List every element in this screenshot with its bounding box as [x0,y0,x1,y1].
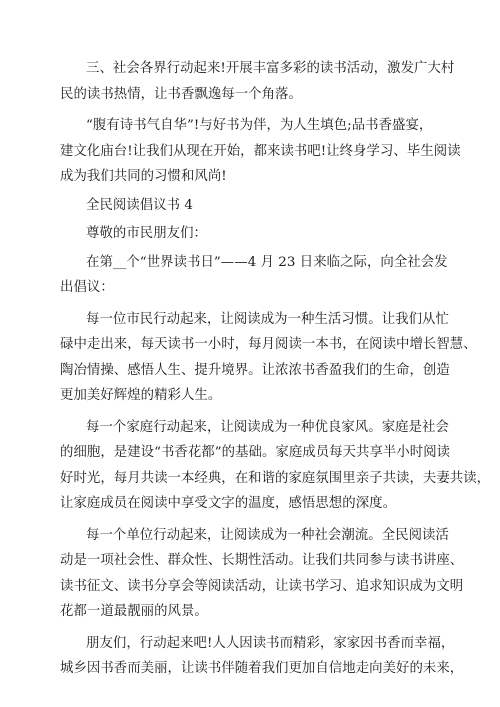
text-line: 朋友们，行动起来吧!人人因读书而精彩，家家因书香而幸福， [86,635,455,651]
text-line: 每一个单位行动起来，让阅读成为一种社会潮流。全民阅读活 [86,527,449,543]
text-line: 花都一道最靓丽的风景。 [60,604,208,619]
text-line: 建文化庙台!让我们从现在开始，都来读书吧!让终身学习、毕生阅读 [60,143,461,159]
text-line: 更加美好辉煌的精彩人生。 [60,388,222,403]
text-line: 在第__个“世界读书日”——4 月 23 日来临之际，向全社会发 [86,254,448,270]
text-line: 碌中走出来，每天读书一小时，每月阅读一本书，在阅读中增长智慧、 [60,337,477,352]
paragraph-6 [60,523,464,625]
paragraph-7 [60,631,464,682]
text-line: 成为我们共同的习惯和风尚! [60,169,227,184]
text-line: 让家庭成员在阅读中享受文字的温度，感悟思想的深度。 [60,496,397,511]
text-line: “腹有诗书气自华”!与好书为伴，为人生填色;品书香盛宴， [86,118,433,133]
text-line: 动是一项社会性、群众性、长期性活动。让我们共同参与读书讲座、 [60,553,464,568]
text-line: 民的读书热情，让书香飘逸每一个角落。 [60,86,302,102]
paragraph-2 [60,113,461,190]
document-page [60,56,491,682]
text-line: 读书征文、读书分享会等阅读活动，让读书学习、追求知识成为文明 [60,578,464,594]
text-line: 陶冶情操、感悟人生、提升境界。让浓浓书香盈我们的生命，创造 [60,362,450,378]
salutation: 尊敬的市民朋友们： [86,226,207,241]
section-heading: 全民阅读倡议书 4 [86,197,193,213]
text-line: 出倡议： [60,280,114,295]
paragraph-5 [60,415,491,517]
paragraph-4 [60,307,477,409]
text-line: 三、社会各界行动起来!开展丰富多彩的读书活动，激发广大村 [86,61,455,76]
paragraph-1 [60,56,455,107]
text-line: 每一个家庭行动起来，让阅读成为一种优良家风。家庭是社会 [86,419,449,435]
text-line: 每一位市民行动起来，让阅读成为一种生活习惯。让我们从忙 [86,311,449,327]
text-line: 城乡因书香而美丽，让读书伴随着我们更加自信地走向美好的未来， [60,661,464,676]
paragraph-3 [60,250,448,301]
text-line: 好时光，每月共读一本经典，在和谐的家庭氛围里亲子共读，夫妻共读， [60,470,491,486]
text-line: 的细胞，是建设“书香花都”的基础。家庭成员每天共享半小时阅读 [60,445,451,460]
